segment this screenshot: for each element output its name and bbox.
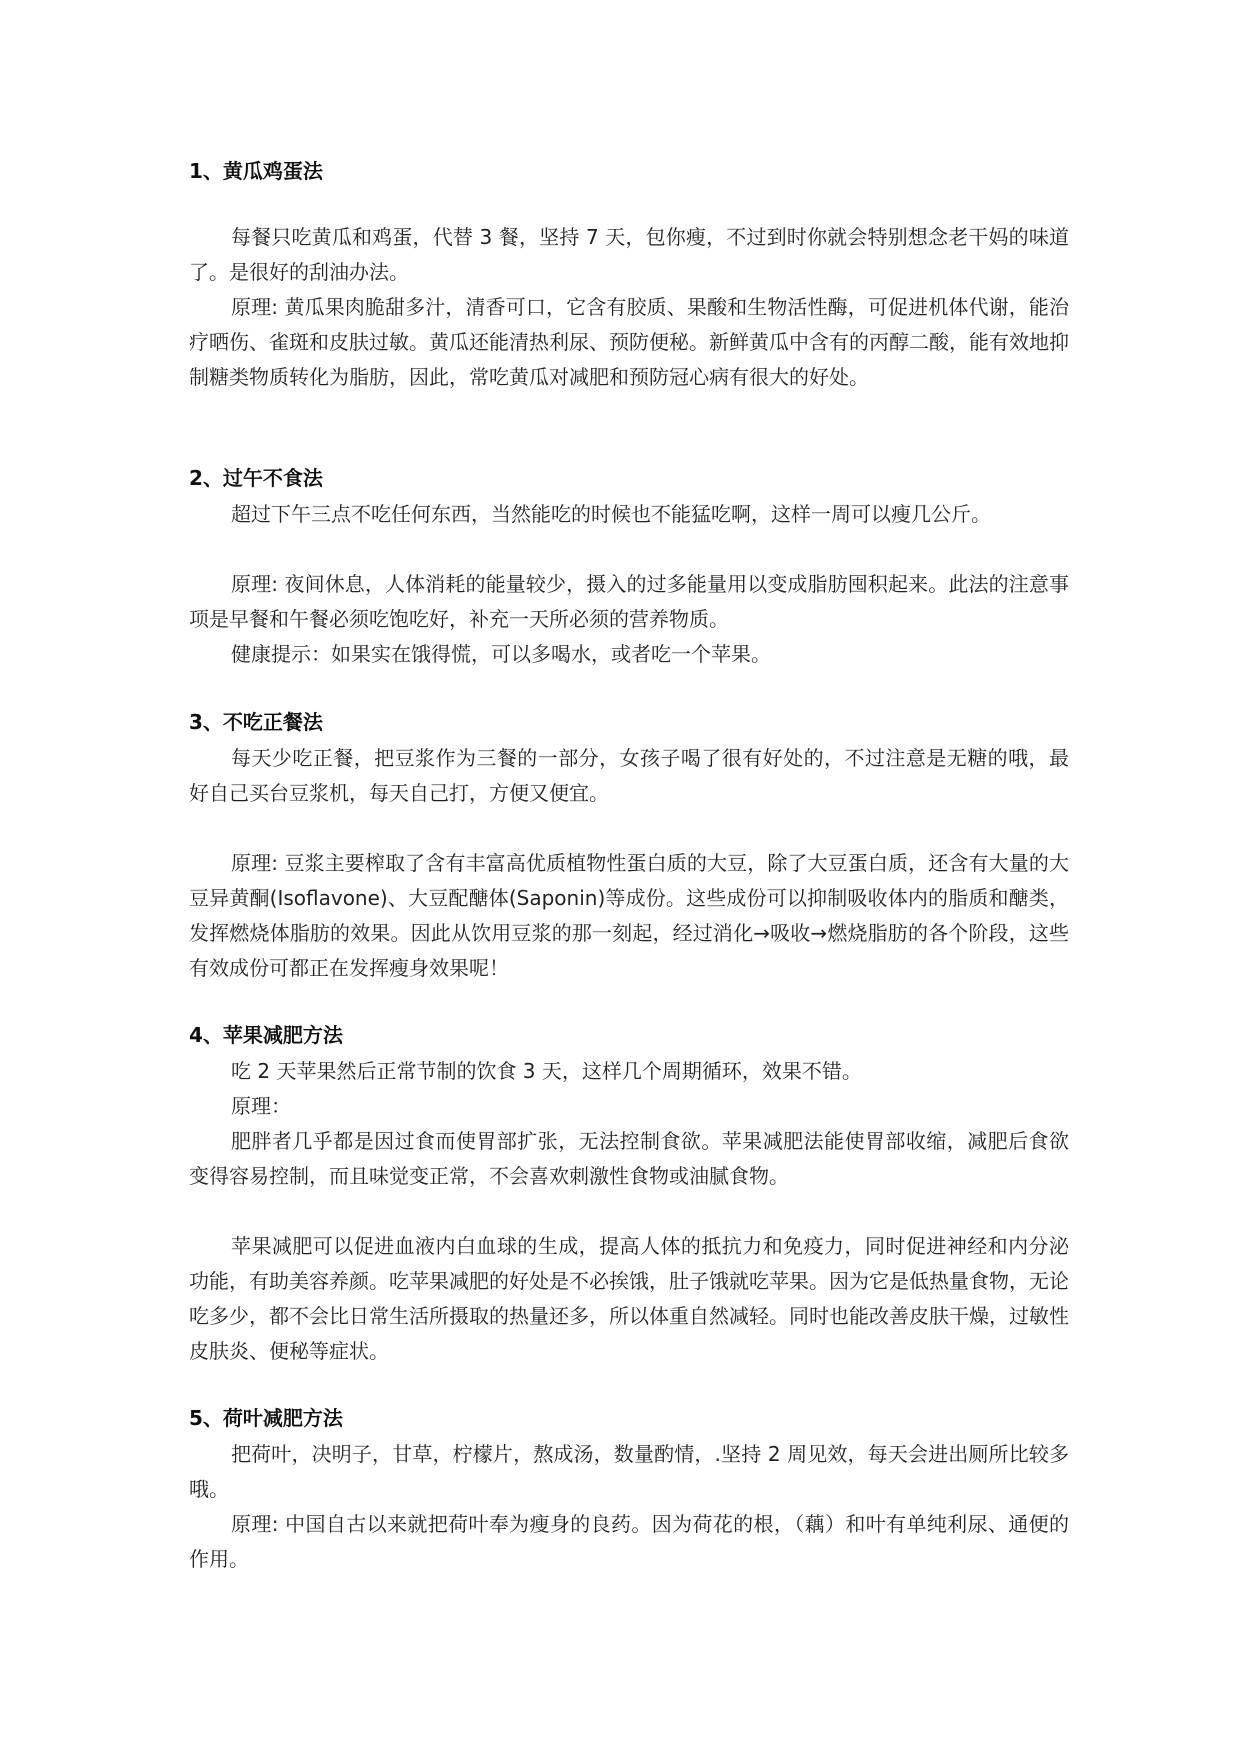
- section-1-paragraph-2: 原理: 黄瓜果肉脆甜多汁，清香可口，它含有胶质、果酸和生物活性酶，可促进机体代谢，能治疗晒伤、雀斑和皮肤过敏。黄瓜还能清热利尿、预防便秘。新鲜黄瓜中含有的丙醇二酸，能有效地抑制糖类物质转化为脂肪，因此，常吃黄瓜对减肥和预防冠心病有很大的好处。: [189, 295, 1069, 389]
- section-1-paragraph-1: 每餐只吃黄瓜和鸡蛋，代替 3 餐，坚持 7 天，包你瘦，不过到时你就会特别想念老干妈的味道了。是很好的刮油办法。: [189, 225, 1069, 284]
- section-5-title: 5、荷叶减肥方法: [189, 1406, 343, 1430]
- section-4-principle-label: 原理：: [231, 1094, 291, 1118]
- section-4-paragraph-3: 苹果减肥可以促进血液内白血球的生成，提高人体的抵抗力和免疫力，同时促进神经和内分泌功能，有助美容养颜。吃苹果减肥的好处是不必挨饿，肚子饿就吃苹果。因为它是低热量食物，无论吃多少，都不会比日常生活所摄取的热量还多，所以体重自然减轻。同时也能改善皮肤干燥，过敏性皮肤炎、便秘等症状。: [189, 1234, 1069, 1363]
- section-2-paragraph-1: 超过下午三点不吃任何东西，当然能吃的时候也不能猛吃啊，这样一周可以瘦几公斤。: [231, 502, 991, 526]
- section-3-title: 3、不吃正餐法: [189, 710, 323, 734]
- section-3-paragraph-1: 每天少吃正餐，把豆浆作为三餐的一部分，女孩子喝了很有好处的，不过注意是无糖的哦，最好自己买台豆浆机，每天自己打，方便又便宜。: [189, 746, 1069, 805]
- section-3-paragraph-2: 原理: 豆浆主要榨取了含有丰富高优质植物性蛋白质的大豆，除了大豆蛋白质，还含有大量的大豆异黄酮(Isoflavone)、大豆配醣体(Saponin)等成份。这些成份可以抑制吸收体内的脂质和醣类，发挥燃烧体脂肪的效果。因此从饮用豆浆的那一刻起，经过消化→吸收→燃烧脂肪的各个阶段，这些有效成份可都正在发挥瘦身效果呢！: [189, 851, 1069, 980]
- section-4-paragraph-1: 吃 2 天苹果然后正常节制的饮食 3 天，这样几个周期循环，效果不错。: [231, 1059, 862, 1083]
- section-5-paragraph-1: 把荷叶，决明子，甘草，柠檬片，熬成汤，数量酌情，.坚持 2 周见效，每天会进出厕所比较多哦。: [189, 1442, 1069, 1501]
- section-5-paragraph-2: 原理: 中国自古以来就把荷叶奉为瘦身的良药。因为荷花的根，（藕）和叶有单纯利尿、通便的作用。: [189, 1512, 1069, 1571]
- section-4-paragraph-2: 肥胖者几乎都是因过食而使胃部扩张，无法控制食欲。苹果减肥法能使胃部收缩，减肥后食欲变得容易控制，而且味觉变正常，不会喜欢刺激性食物或油腻食物。: [189, 1129, 1069, 1188]
- section-2-health-tip: 健康提示：如果实在饿得慌，可以多喝水，或者吃一个苹果。: [231, 642, 771, 666]
- section-1-title: 1、黄瓜鸡蛋法: [189, 159, 323, 183]
- section-4-title: 4、苹果减肥方法: [189, 1023, 343, 1047]
- document-page: [189, 0, 1069, 1754]
- section-2-title: 2、过午不食法: [189, 466, 323, 490]
- section-2-paragraph-2: 原理: 夜间休息，人体消耗的能量较少，摄入的过多能量用以变成脂肪囤积起来。此法的注意事项是早餐和午餐必须吃饱吃好，补充一天所必须的营养物质。: [189, 572, 1069, 631]
